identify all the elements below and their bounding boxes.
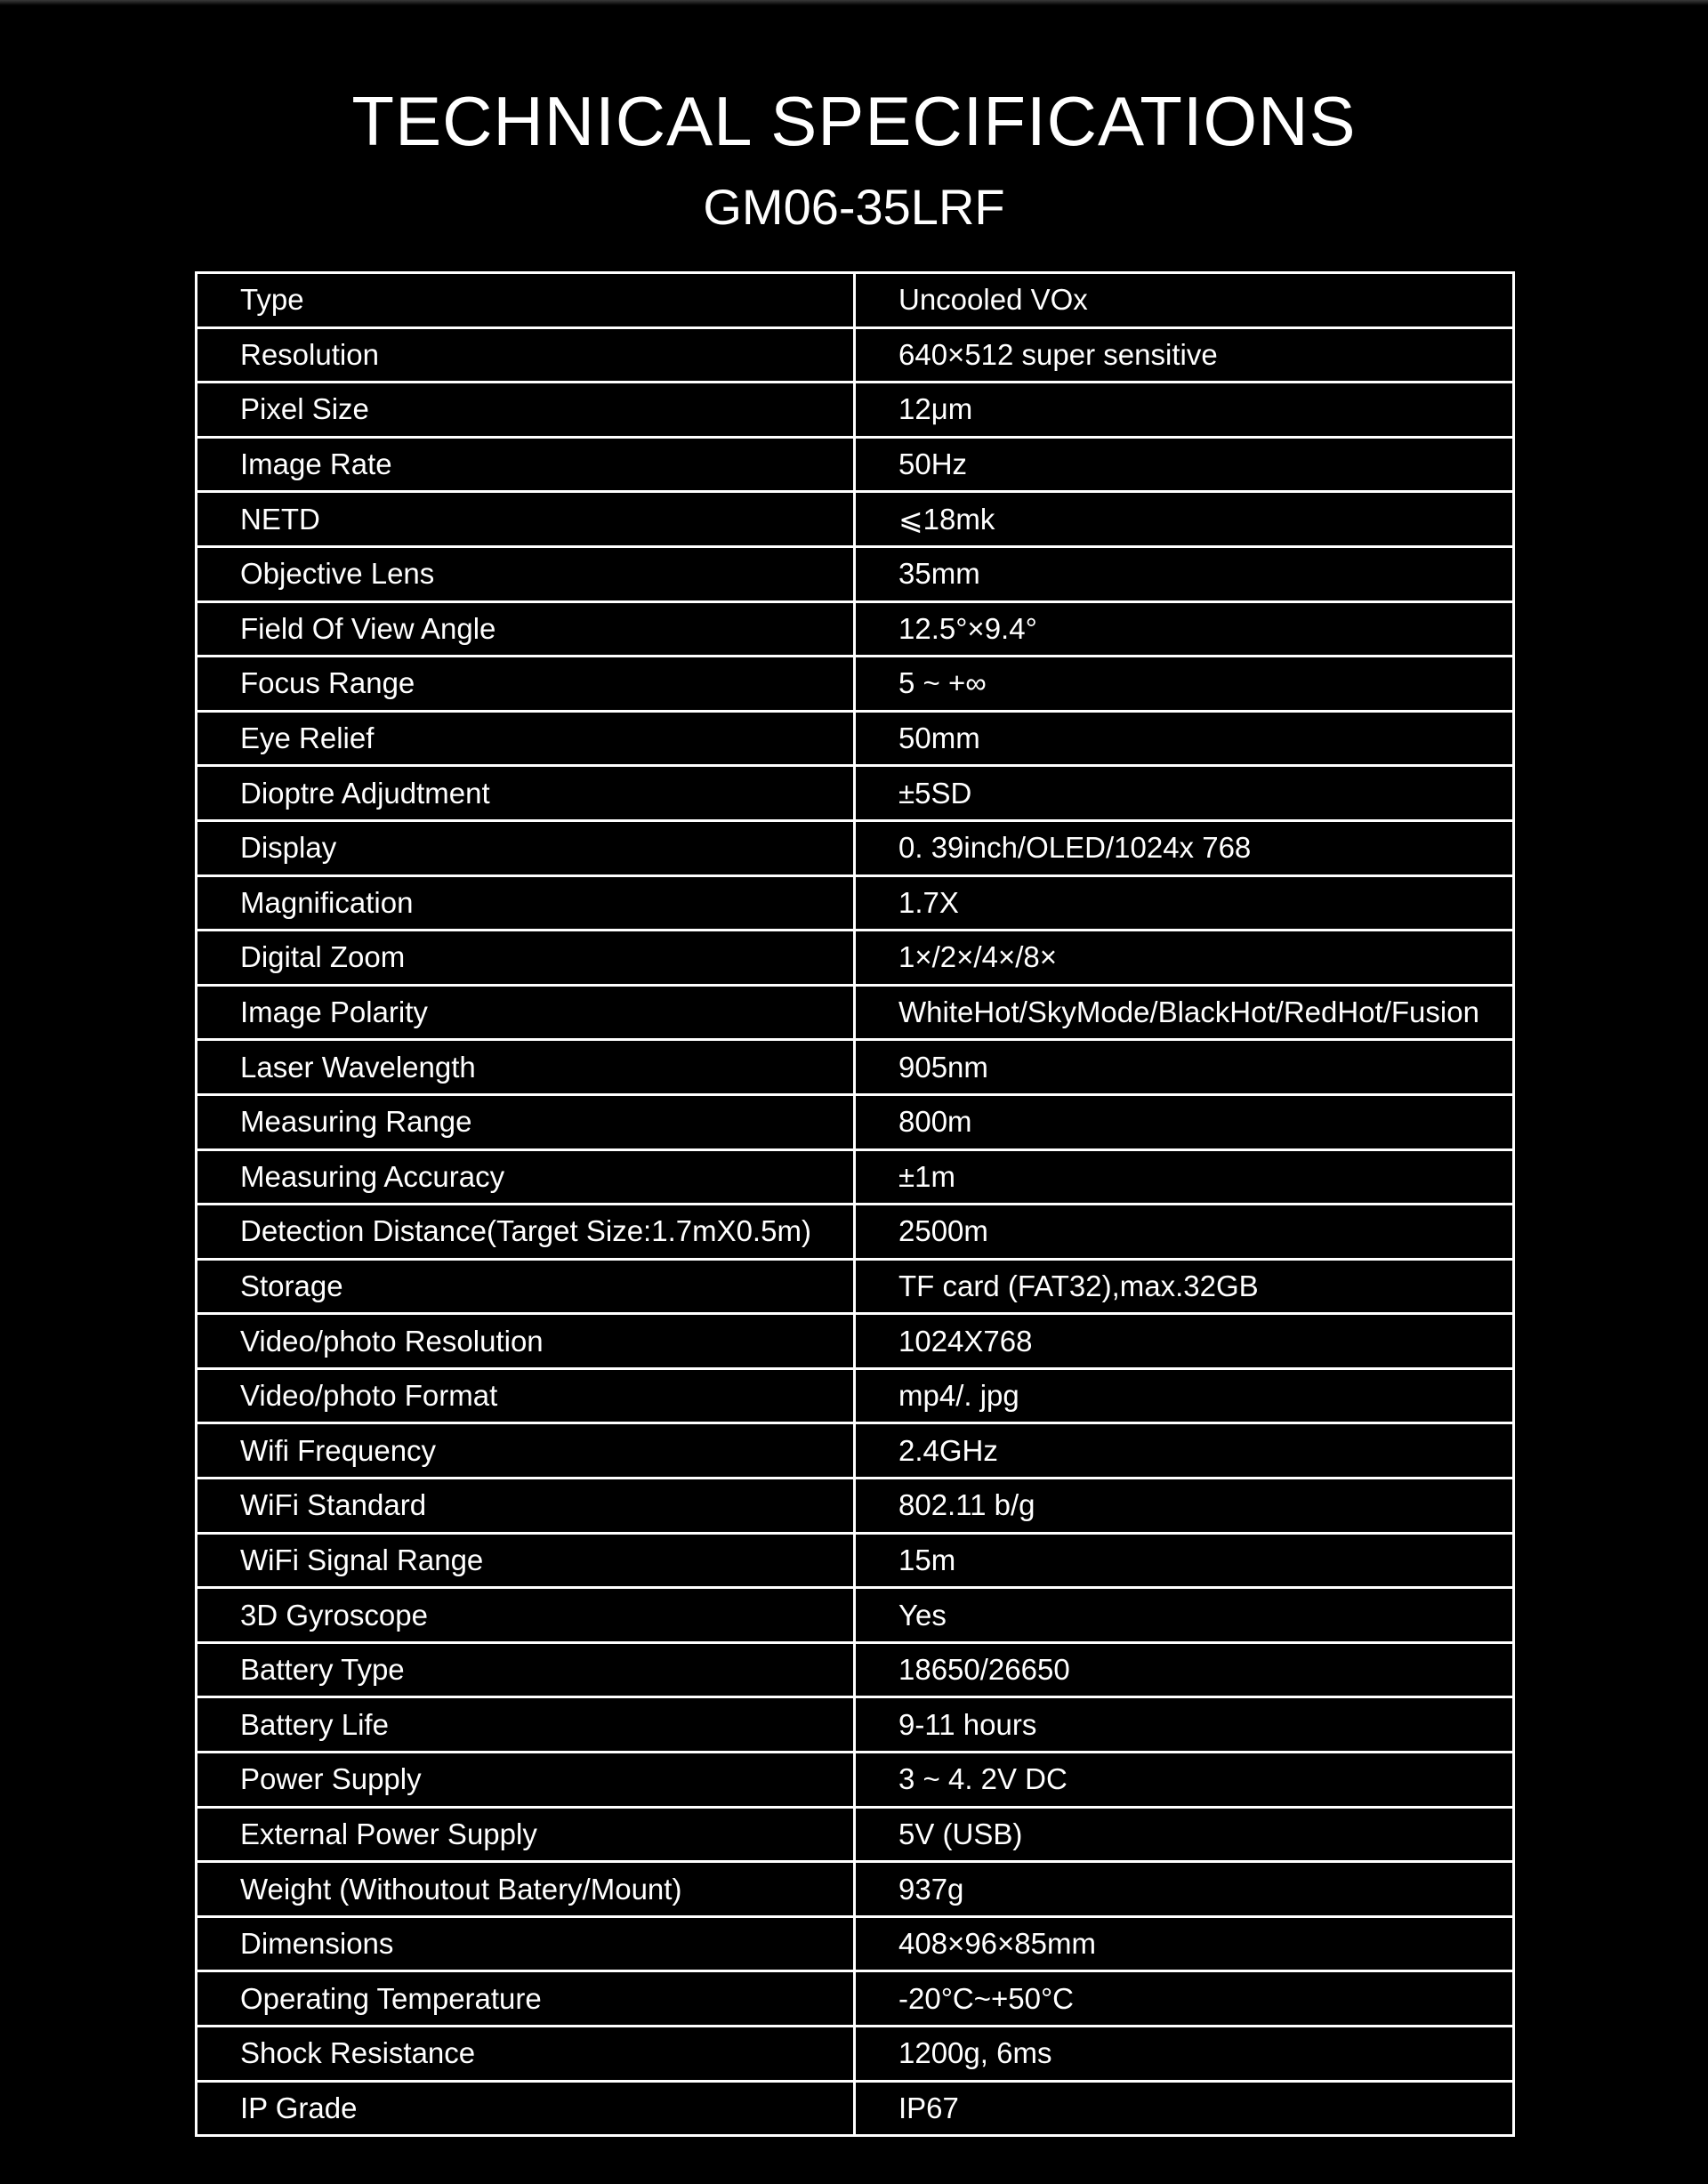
spec-value: 1×/2×/4×/8× — [855, 931, 1514, 986]
spec-label: Pixel Size — [197, 383, 855, 438]
table-row — [197, 1971, 1514, 2027]
spec-label: WiFi Standard — [197, 1479, 855, 1534]
spec-value: TF card (FAT32),max.32GB — [855, 1259, 1514, 1314]
table-row — [197, 437, 1514, 492]
table-row — [197, 931, 1514, 986]
spec-value: 2500m — [855, 1205, 1514, 1260]
spec-label: Magnification — [197, 875, 855, 931]
spec-value: 905nm — [855, 1040, 1514, 1095]
spec-table — [195, 271, 1515, 2137]
model-name: GM06-35LRF — [703, 179, 1005, 235]
spec-value: -20°C~+50°C — [855, 1971, 1514, 2027]
spec-label: Type — [197, 273, 855, 328]
spec-label: IP Grade — [197, 2081, 855, 2136]
spec-label: Dimensions — [197, 1916, 855, 1971]
table-row — [197, 820, 1514, 875]
spec-label: Image Polarity — [197, 985, 855, 1040]
spec-value: 50Hz — [855, 437, 1514, 492]
table-row — [197, 601, 1514, 657]
table-row — [197, 1314, 1514, 1369]
spec-label: Field Of View Angle — [197, 601, 855, 657]
page-title: TECHNICAL SPECIFICATIONS — [351, 82, 1357, 160]
table-row — [197, 546, 1514, 601]
spec-value: 1.7X — [855, 875, 1514, 931]
table-row — [197, 1094, 1514, 1149]
table-row — [197, 1259, 1514, 1314]
spec-value: 1024X768 — [855, 1314, 1514, 1369]
spec-value: WhiteHot/SkyMode/BlackHot/RedHot/Fusion — [855, 985, 1514, 1040]
table-row — [197, 1368, 1514, 1423]
table-row — [197, 1149, 1514, 1205]
table-row — [197, 2081, 1514, 2136]
table-row — [197, 1697, 1514, 1753]
table-row — [197, 1862, 1514, 1917]
spec-label: Detection Distance(Target Size:1.7mX0.5m) — [197, 1205, 855, 1260]
spec-label: Resolution — [197, 327, 855, 383]
table-row — [197, 711, 1514, 766]
table-row — [197, 383, 1514, 438]
table-row — [197, 1205, 1514, 1260]
spec-label: Video/photo Resolution — [197, 1314, 855, 1369]
table-row — [197, 766, 1514, 821]
table-row — [197, 1916, 1514, 1971]
spec-label: Focus Range — [197, 657, 855, 712]
spec-label: Digital Zoom — [197, 931, 855, 986]
spec-label: WiFi Signal Range — [197, 1533, 855, 1588]
spec-value: 3 ~ 4. 2V DC — [855, 1753, 1514, 1808]
spec-value: 5V (USB) — [855, 1807, 1514, 1862]
spec-label: Video/photo Format — [197, 1368, 855, 1423]
spec-label: Battery Life — [197, 1697, 855, 1753]
spec-label: Wifi Frequency — [197, 1423, 855, 1479]
spec-value: Uncooled VOx — [855, 273, 1514, 328]
spec-value: IP67 — [855, 2081, 1514, 2136]
table-row — [197, 875, 1514, 931]
spec-label: Dioptre Adjudtment — [197, 766, 855, 821]
table-row — [197, 1642, 1514, 1697]
spec-value: 1200g, 6ms — [855, 2027, 1514, 2082]
table-row — [197, 1479, 1514, 1534]
spec-label: Storage — [197, 1259, 855, 1314]
spec-label: Battery Type — [197, 1642, 855, 1697]
spec-value: 50mm — [855, 711, 1514, 766]
table-row — [197, 1753, 1514, 1808]
spec-value: 408×96×85mm — [855, 1916, 1514, 1971]
spec-value: 640×512 super sensitive — [855, 327, 1514, 383]
spec-value: ⩽18mk — [855, 492, 1514, 547]
spec-value: 12.5°×9.4° — [855, 601, 1514, 657]
spec-label: Weight (Withoutout Batery/Mount) — [197, 1862, 855, 1917]
spec-value: 12μm — [855, 383, 1514, 438]
table-row — [197, 1588, 1514, 1643]
spec-label: Image Rate — [197, 437, 855, 492]
spec-value: ±5SD — [855, 766, 1514, 821]
table-row — [197, 985, 1514, 1040]
spec-value: ±1m — [855, 1149, 1514, 1205]
table-row — [197, 327, 1514, 383]
spec-label: Measuring Accuracy — [197, 1149, 855, 1205]
spec-value: 18650/26650 — [855, 1642, 1514, 1697]
spec-value: mp4/. jpg — [855, 1368, 1514, 1423]
spec-value: 35mm — [855, 546, 1514, 601]
spec-value: 9-11 hours — [855, 1697, 1514, 1753]
spec-value: 937g — [855, 1862, 1514, 1917]
spec-label: NETD — [197, 492, 855, 547]
table-row — [197, 273, 1514, 328]
spec-label: Measuring Range — [197, 1094, 855, 1149]
spec-label: Shock Resistance — [197, 2027, 855, 2082]
spec-label: External Power Supply — [197, 1807, 855, 1862]
spec-value: 15m — [855, 1533, 1514, 1588]
spec-label: Power Supply — [197, 1753, 855, 1808]
spec-value: 2.4GHz — [855, 1423, 1514, 1479]
table-row — [197, 1423, 1514, 1479]
spec-label: Objective Lens — [197, 546, 855, 601]
spec-value: 802.11 b/g — [855, 1479, 1514, 1534]
table-row — [197, 492, 1514, 547]
spec-label: Eye Relief — [197, 711, 855, 766]
table-row — [197, 1533, 1514, 1588]
spec-label: Laser Wavelength — [197, 1040, 855, 1095]
spec-value: 5 ~ +∞ — [855, 657, 1514, 712]
spec-value: Yes — [855, 1588, 1514, 1643]
spec-table-body — [197, 273, 1514, 2136]
spec-label: 3D Gyroscope — [197, 1588, 855, 1643]
table-row — [197, 1807, 1514, 1862]
table-row — [197, 1040, 1514, 1095]
top-divider — [0, 0, 1708, 5]
spec-label: Display — [197, 820, 855, 875]
spec-value: 0. 39inch/OLED/1024x 768 — [855, 820, 1514, 875]
table-row — [197, 657, 1514, 712]
spec-value: 800m — [855, 1094, 1514, 1149]
spec-label: Operating Temperature — [197, 1971, 855, 2027]
table-row — [197, 2027, 1514, 2082]
